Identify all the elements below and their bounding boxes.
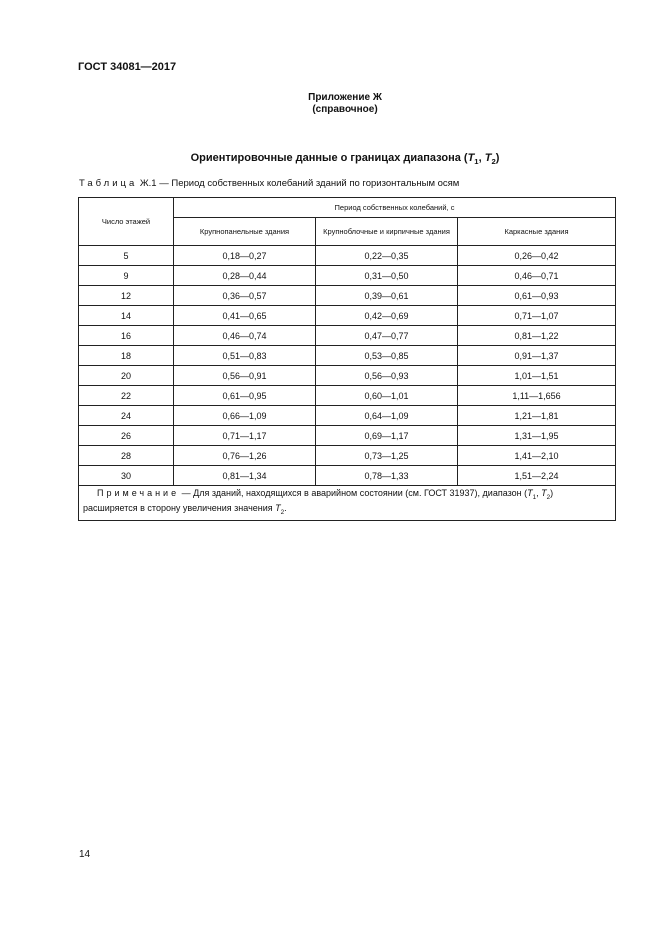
period-cell: 0,31—0,50 xyxy=(316,266,458,286)
period-cell: 0,42—0,69 xyxy=(316,306,458,326)
table-note xyxy=(79,486,616,521)
period-cell: 0,73—1,25 xyxy=(316,446,458,466)
note-sub-1: 1 xyxy=(532,493,537,501)
header-frame-buildings: Каркасные здания xyxy=(458,218,616,246)
note-sub-2: 2 xyxy=(546,493,551,501)
floors-cell: 30 xyxy=(79,466,174,486)
note-label: Примечание xyxy=(97,488,180,498)
period-cell: 0,18—0,27 xyxy=(174,246,316,266)
period-cell: 0,56—0,93 xyxy=(316,366,458,386)
floors-cell: 14 xyxy=(79,306,174,326)
period-cell: 1,31—1,95 xyxy=(458,426,616,446)
note-sep: , xyxy=(536,488,542,498)
section-heading xyxy=(0,152,661,166)
note-line2: расширяется в сторону увеличения значения xyxy=(83,502,276,513)
table-row xyxy=(79,346,616,366)
period-cell: 0,61—0,93 xyxy=(458,286,616,306)
floors-cell: 18 xyxy=(79,346,174,366)
period-cell: 1,11—1,656 xyxy=(458,386,616,406)
floors-cell: 22 xyxy=(79,386,174,406)
heading-close: ) xyxy=(495,152,500,164)
period-cell: 0,66—1,09 xyxy=(174,406,316,426)
period-cell: 0,81—1,34 xyxy=(174,466,316,486)
period-cell: 0,22—0,35 xyxy=(316,246,458,266)
table-row xyxy=(79,266,616,286)
header-block-brick-buildings: Крупноблочные и кирпичные здания xyxy=(316,218,458,246)
table-row xyxy=(79,386,616,406)
caption-label: Таблица xyxy=(79,178,138,189)
period-cell: 0,60—1,01 xyxy=(316,386,458,406)
note-close: ) xyxy=(550,488,554,498)
floors-cell: 26 xyxy=(79,426,174,446)
table-row xyxy=(79,306,616,326)
note-end: . xyxy=(284,502,287,513)
period-table xyxy=(78,197,616,521)
page-number: 14 xyxy=(79,849,91,860)
period-cell: 0,36—0,57 xyxy=(174,286,316,306)
period-cell: 0,26—0,42 xyxy=(458,246,616,266)
period-cell: 1,51—2,24 xyxy=(458,466,616,486)
period-cell: 1,41—2,10 xyxy=(458,446,616,466)
heading-symbol-t2: T xyxy=(484,152,492,164)
header-panel-buildings: Крупнопанельные здания xyxy=(174,218,316,246)
heading-sub-1: 1 xyxy=(474,157,479,167)
floors-cell: 5 xyxy=(79,246,174,266)
floors-cell: 12 xyxy=(79,286,174,306)
period-cell: 0,69—1,17 xyxy=(316,426,458,446)
period-cell: 0,78—1,33 xyxy=(316,466,458,486)
period-cell: 0,71—1,17 xyxy=(174,426,316,446)
document-code: ГОСТ 34081—2017 xyxy=(78,61,177,73)
floors-cell: 9 xyxy=(79,266,174,286)
caption-text: Ж.1 — Период собственных колебаний зданий по горизонтальным осям xyxy=(139,178,460,189)
period-cell: 0,64—1,09 xyxy=(316,406,458,426)
period-cell: 0,76—1,26 xyxy=(174,446,316,466)
period-cell: 0,51—0,83 xyxy=(174,346,316,366)
note-text: — Для зданий, находящихся в аварийном состоянии (см. ГОСТ 31937), диапазон ( xyxy=(179,488,528,498)
table-row xyxy=(79,326,616,346)
period-cell: 0,47—0,77 xyxy=(316,326,458,346)
floors-cell: 28 xyxy=(79,446,174,466)
heading-sep: , xyxy=(478,152,485,164)
note-symbol-t1: T xyxy=(527,488,533,498)
table-row xyxy=(79,406,616,426)
floors-cell: 24 xyxy=(79,406,174,426)
appendix-block xyxy=(0,92,661,116)
period-cell: 0,53—0,85 xyxy=(316,346,458,366)
heading-text: Ориентировочные данные о границах диапазона ( xyxy=(190,152,468,164)
table-row xyxy=(79,466,616,486)
table-caption xyxy=(79,178,459,189)
period-cell: 0,81—1,22 xyxy=(458,326,616,346)
note-symbol-t-end: T xyxy=(275,502,281,513)
table-row xyxy=(79,286,616,306)
note-end-sub: 2 xyxy=(280,508,285,516)
period-cell: 0,28—0,44 xyxy=(174,266,316,286)
table-row xyxy=(79,446,616,466)
table-row xyxy=(79,426,616,446)
heading-sub-2: 2 xyxy=(491,157,496,167)
period-cell: 0,91—1,37 xyxy=(458,346,616,366)
note-symbol-t2: T xyxy=(541,488,547,498)
period-cell: 0,41—0,65 xyxy=(174,306,316,326)
period-cell: 0,46—0,71 xyxy=(458,266,616,286)
period-cell: 0,61—0,95 xyxy=(174,386,316,406)
header-period: Период собственных колебаний, с xyxy=(174,198,616,218)
heading-symbol-t1: T xyxy=(467,152,475,164)
floors-cell: 16 xyxy=(79,326,174,346)
floors-cell: 20 xyxy=(79,366,174,386)
period-cell: 0,39—0,61 xyxy=(316,286,458,306)
period-cell: 0,56—0,91 xyxy=(174,366,316,386)
period-cell: 0,71—1,07 xyxy=(458,306,616,326)
table-row xyxy=(79,366,616,386)
period-cell: 0,46—0,74 xyxy=(174,326,316,346)
header-floors: Число этажей xyxy=(79,198,174,246)
table-row xyxy=(79,246,616,266)
period-cell: 1,01—1,51 xyxy=(458,366,616,386)
appendix-title: Приложение Ж xyxy=(308,92,382,103)
appendix-subtitle: (справочное) xyxy=(312,104,378,115)
period-cell: 1,21—1,81 xyxy=(458,406,616,426)
